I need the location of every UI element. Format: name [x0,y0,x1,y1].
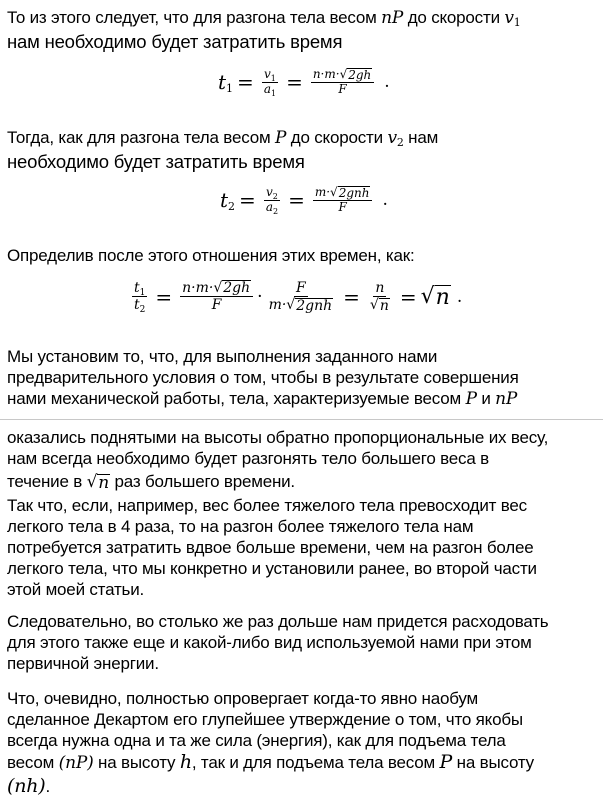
sqrt-icon: √ 2gnh [286,297,333,314]
var-h: h [179,751,192,773]
fraction-m-sqrt2gnh-F: m· √ 2gnh F [313,186,373,215]
var-v1: $v_1$ [504,8,521,29]
var-v2: $v_2$ [387,128,404,149]
paragraph-7: Следовательно, во столько же раз дольше нам придется расходовать для этого также еще и какой-либо вид используемой нами при этом первичной энергии. [7,612,549,673]
fraction-n-sqrtn: n √ n [369,280,389,314]
paragraph-3: Определив после этого отношения этих времен, как: [7,246,415,265]
fraction-nm-sqrt2gh-F: n·m· √ 2gh F [311,68,374,97]
paragraph-6: Так что, если, например, вес более тяжелого тела превосходит вес легкого тела в 4 раза, то на разгон более тяжелого тела нам потребуется затратить вдвое больше времени, чем на разгон более легкого тела, что мы конкретно и установили ранее, во второй части этой моей статьи. [7,496,537,599]
paragraph-5: оказались поднятыми на высоты обратно пропорциональные их весу, нам всегда необходимо будет разгонять тело большего веса в течение в √ n раз большего времени. [7,428,549,494]
sqrt-icon: √ 2gh [213,280,251,297]
var-P: P [465,389,477,409]
paragraph-8: Что, очевидно, полностью опровергает когда-то явно наобум сделанное Декартом его глупейшее утверждение о том, что якобы всегда нужна одна и та же сила (энергия), как для подъема тела весом (nP) на высоту h, так и для подъема тела весом P на высоту (nh). [7,689,534,797]
paragraph-2 [7,127,599,172]
fraction-t1-t2: $\frac{t_1}{t_2}$ [134,280,146,316]
paragraph-2-line-1: Тогда, как для разгона тела весом P до скорости $v_2$ нам [7,128,439,149]
equation-t1: $t_1$ = $\frac{v_1}{a_1}$ = n·m· √ 2gh F . [218,67,390,98]
sqrt-n-result: √ n [420,284,450,310]
var-P: P [274,128,287,148]
var-nP: nP [381,8,404,28]
sqrt-icon: √ n [369,297,389,314]
paragraph-2-line-2: необходимо будет затратить время [7,151,305,172]
fraction-v1-a1: $\frac{v_1}{a_1}$ [263,67,277,98]
fraction-F-msqrt2gnh: F m· √ 2gnh [268,280,333,314]
var-P: P [439,751,453,773]
fraction-nm-sqrt2gh-F: n·m· √ 2gh F [180,280,253,313]
sqrt-icon: √ 2gnh [330,185,370,201]
equation-ratio: $\frac{t_1}{t_2}$ = n·m· √ 2gh F · F m· √ 2gnh = n √ n = √ n . [134,280,463,316]
fraction-v2-a2: $\frac{v_2}{a_2}$ [265,185,279,216]
equation-t2: $t_2$ = $\frac{v_2}{a_2}$ = m· √ 2gnh F . [220,185,388,216]
sqrt-icon: √ 2gh [339,67,372,83]
var-nh-paren: (nh) [7,775,46,797]
page-divider [0,419,603,420]
sqrt-n: √ n [86,472,110,494]
paragraph-1 [7,7,599,52]
var-nP: nP [495,389,518,409]
var-nP-paren: (nP) [58,753,94,773]
paragraph-1-line-2: нам необходимо будет затратить время [7,31,343,52]
paragraph-1-line-1: То из этого следует, что для разгона тела весом nP до скорости $v_1$ [7,8,521,29]
paragraph-4: Мы установим то, что, для выполнения заданного нами предварительного условия о том, чтобы в результате совершения нами механической работы, тела, характеризуемые весом P и nP [7,347,519,409]
